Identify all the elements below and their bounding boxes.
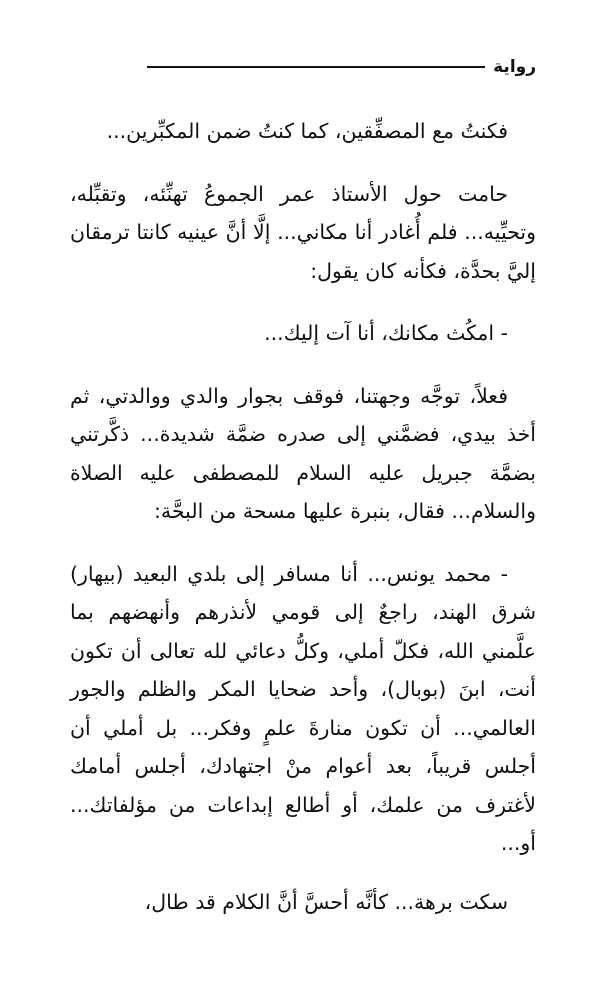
paragraph-6: سكت برهة... كأنَّه أحسَّ أنَّ الكلام قد طال، (144, 889, 508, 914)
running-header-title: رواية (493, 57, 536, 77)
header-rule (147, 66, 485, 68)
paragraph-3: - امكُث مكانك، أنا آت إليك... (264, 321, 508, 345)
paragraph-2: حامت حول الأستاذ عمر الجموعُ تهنِّئه، وتقبِّله، وتحيِّيه... فلم أُغادر أنا مكاني... إلَّا أنَّ عينيه كانتا ترمقان إليَّ بحدَّة، فكأنه كان يقول: (70, 181, 536, 283)
paragraph-4: فعلاً، توجَّه وجهتنا، فوقف بجوار والدي ووالدتي، ثم أخذ بيدي، فضمَّني إلى صدره ضمَّة شديدة... ذكَّرتني بضمَّة جبريل عليه السلام للمصطفى عليه الصلاة والسلام... فقال، بنبرة عليها مسحة من البحَّة: (70, 383, 536, 523)
running-header (70, 52, 536, 82)
paragraph-1: فكنتُ مع المصفِّقين، كما كنتُ ضمن المكبِّرين... (106, 119, 508, 143)
paragraph-5: - محمد يونس... أنا مسافر إلى بلدي البعيد (بيهار) شرق الهند، راجعٌ إلى قومي لأنذرهم وأنهضهم بما علَّمني الله، فكلّ أملي، وكلُّ دعائي لله تعالى أن تكون أنت، ابنَ (بوبال)، وأحد ضحايا المكر والظلم والجور العالمي... أن تكون منارةَ علمٍ وفكر... بل أملي أن أجلس قريباً، بعد أعوام منْ اجتهادك، أجلس أمامك لأغترف من علمك، أو أطالع إبداعات من مؤلفاتك... أو... (70, 561, 536, 855)
body-text (70, 112, 536, 945)
